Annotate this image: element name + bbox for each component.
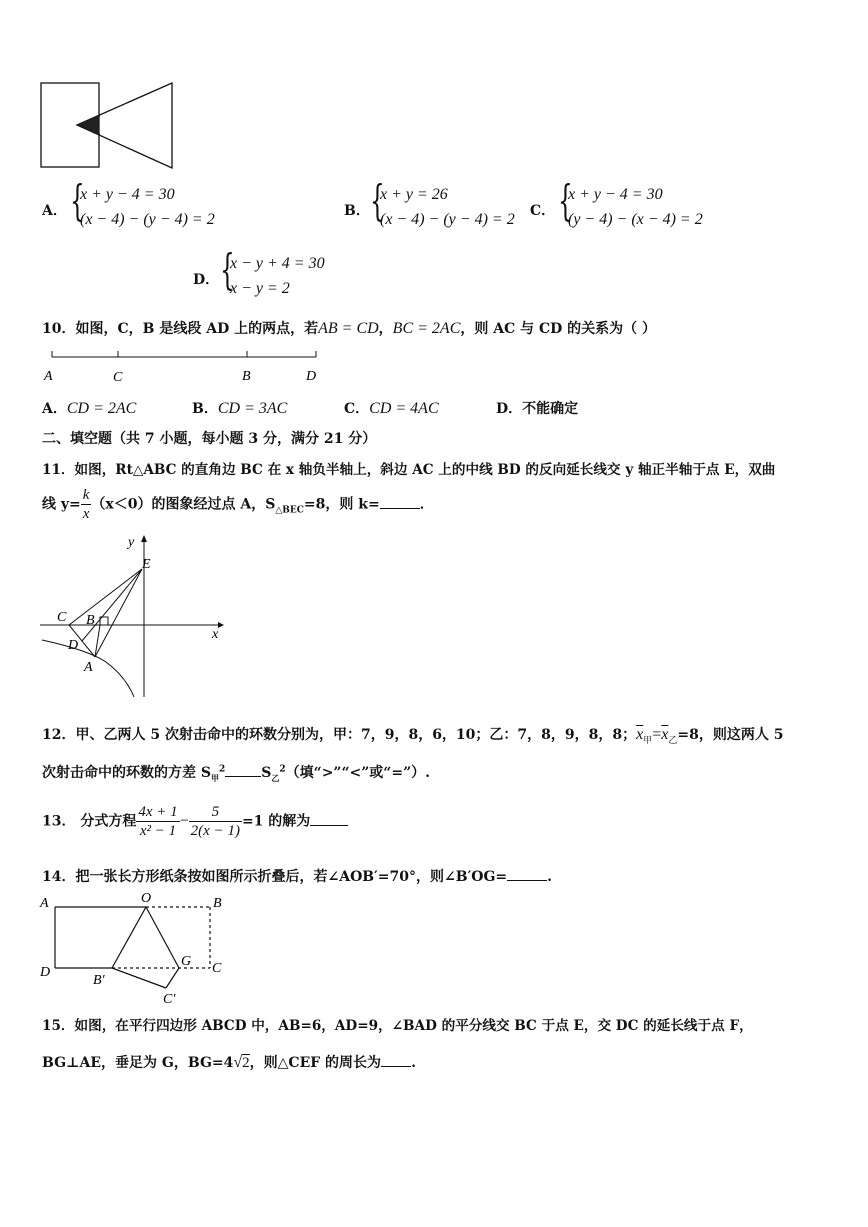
q11-label-d: D (68, 638, 79, 653)
q11-sub: △BEC (275, 505, 304, 516)
q11-frac-num: k (82, 487, 90, 503)
q11-line-ae (95, 569, 142, 657)
q10-option-d-expr: 不能确定 (522, 401, 579, 417)
q13-answer-blank[interactable] (310, 811, 348, 826)
q12-xbar-2: $\overline{x}$ (661, 726, 669, 743)
q14-label-a: A (40, 896, 49, 911)
q10-option-c (344, 398, 439, 418)
q9-option-c-system (568, 182, 703, 232)
q9-option-a-system (80, 182, 215, 232)
q10-option-a-label: A． (42, 401, 67, 417)
q10-option-d (496, 398, 578, 418)
q13-pre: 13． 分式方程 (42, 813, 137, 830)
q9-option-d-eq2: x − y = 2 (230, 280, 290, 297)
q15-line2-post: ，则△CEF 的周长为 (249, 1055, 382, 1071)
q10-cond2: BC = 2AC (392, 320, 461, 337)
q12-line1-end: =8，则这两人 5 (677, 727, 784, 743)
q9-option-d-eq1: x − y + 4 = 30 (230, 255, 325, 272)
q10-point-a: A (44, 369, 53, 384)
q10-sep: ， (378, 321, 393, 337)
q9-option-c-brace: { (558, 176, 573, 225)
q9-option-b-system (380, 182, 515, 232)
q13-line (42, 803, 348, 840)
q11-label-x: x (212, 627, 219, 642)
q11-end: ． (419, 496, 434, 513)
q12-s2-sub: 乙 (271, 772, 280, 783)
q10-option-c-label: C． (344, 401, 370, 417)
q11-label-c: C (57, 610, 67, 625)
q9-shaded-angle (77, 115, 100, 135)
q11-frac-den: x (82, 506, 90, 522)
q14-fold-b2c2 (112, 968, 166, 988)
q9-option-b-eq1: x + y = 26 (380, 186, 448, 203)
q9-option-b-brace: { (370, 176, 385, 225)
q14-label-c: C (212, 961, 222, 976)
q12-s1-sub: 甲 (210, 772, 219, 783)
q11-fraction (81, 486, 92, 523)
q10-option-c-expr: CD = 4AC (369, 400, 439, 417)
q14-fold-gc2 (166, 968, 179, 988)
q12-answer-blank[interactable] (225, 762, 261, 777)
q10-segment-figure (40, 345, 330, 387)
q14-label-b: B (213, 896, 222, 911)
q9-option-c-eq2: (y − 4) − (x − 4) = 2 (568, 211, 703, 228)
q15-end: . (411, 1055, 416, 1071)
q10-point-b: B (242, 369, 251, 384)
q11-label-b: B (86, 613, 95, 628)
q9-option-a-eq1: x + y − 4 = 30 (80, 186, 175, 203)
q10-option-d-label: D． (496, 401, 523, 417)
section-2-heading: 二、填空题（共 7 小题，每小题 3 分，满分 21 分） (42, 431, 377, 447)
q14-pre: 14．把一张长方形纸条按如图所示折叠后，若∠AOB′=70°，则∠B′OG= (42, 869, 508, 885)
q10-point-d: D (306, 369, 317, 384)
q14-fold-ob2 (112, 907, 146, 968)
q11-line1: 11．如图，Rt△ABC 的直角边 BC 在 x 轴负半轴上，斜边 AC 上的中线 BD 的反向延长线交 y 轴正半轴于点 E，双曲 (42, 462, 776, 478)
q9-option-a-brace: { (70, 176, 85, 225)
q15-line1: 15．如图，在平行四边形 ABCD 中，AB=6，AD=9，∠BAD 的平分线交 BC 于点 E，交 DC 的延长线于点 F， (42, 1018, 753, 1034)
q9-option-d-label: D． (193, 272, 220, 288)
q11-line-de (82, 569, 142, 641)
q12-s1-sq: 2 (218, 764, 226, 775)
q11-y-arrow (141, 535, 147, 542)
q11-answer-blank[interactable] (380, 494, 420, 509)
q9-option-b-eq2: (x − 4) − (y − 4) = 2 (380, 211, 515, 228)
q13-post: =1 的解为 (241, 813, 311, 830)
q10-option-b (192, 398, 287, 418)
q14-answer-blank[interactable] (507, 866, 547, 881)
q15-sqrt-value: 2 (242, 1055, 250, 1071)
q12-xbar-1: $\overline{x}$ (636, 726, 644, 743)
q11-label-a: A (84, 660, 93, 675)
q11-line2-pre: 线 y= (42, 496, 81, 513)
q11-line2-post: =8，则 k= (303, 496, 380, 513)
q9-option-a-eq2: (x − 4) − (y − 4) = 2 (80, 211, 215, 228)
q10-stem-b: ，则 AC 与 CD 的关系为（ ） (460, 321, 657, 337)
q10-option-b-expr: CD = 3AC (217, 400, 288, 417)
q12-line2-post: （填“>”“<”或“=”）. (285, 765, 431, 781)
q11-x-arrow (218, 622, 224, 628)
q15-line2 (42, 1052, 416, 1072)
q10-point-c: C (113, 370, 123, 385)
q9-option-d-system (230, 251, 325, 301)
q14-label-b-prime: B′ (93, 973, 105, 988)
q14-label-c-prime: C′ (163, 992, 176, 1007)
q10-option-b-label: B． (192, 401, 218, 417)
q15-sqrt-sign: √ (233, 1054, 243, 1071)
q14-figure (38, 888, 238, 1010)
q9-option-c-label: C． (530, 203, 556, 219)
q12-line2-pre: 次射击命中的环数的方差 S (42, 765, 211, 781)
q10-option-a-expr: CD = 2AC (66, 400, 137, 417)
q9-option-d-brace: { (220, 245, 235, 294)
q9-option-b-label: B． (344, 203, 370, 219)
q11-line2 (42, 486, 434, 523)
q12-s2-sq: 2 (279, 764, 286, 775)
q12-sub-1: 甲 (643, 735, 653, 746)
q10-stem-a: 10．如图，C，B 是线段 AD 上的两点，若 (42, 321, 319, 337)
q13-f1-den: x² − 1 (139, 823, 177, 839)
q9-option-a-label: A． (42, 203, 67, 219)
q13-f2-num: 5 (189, 803, 242, 822)
q11-figure (38, 532, 228, 700)
q12-sub-2: 乙 (668, 735, 678, 746)
q13-f2-den: 2(x − 1) (190, 823, 240, 839)
q14-end: . (547, 869, 553, 885)
q11-line2-mid: （x＜0）的图象经过点 A，S (91, 496, 276, 513)
q11-label-y: y (128, 535, 135, 550)
q12-line2 (42, 762, 430, 784)
q13-minus: − (179, 812, 189, 830)
q12-line1-text: 12．甲、乙两人 5 次射击命中的环数分别为，甲：7，9，8，6，10；乙：7，8，9，8，8； (42, 727, 637, 743)
q13-f1-num: 4x + 1 (138, 804, 178, 820)
q13-fraction-2 (189, 803, 242, 840)
q14-label-o: O (141, 891, 152, 906)
q12-eq: = (652, 726, 662, 743)
q15-answer-blank[interactable] (381, 1052, 411, 1067)
q13-fraction-1 (136, 803, 179, 840)
q15-line2-pre: BG⊥AE，垂足为 G，BG=4 (42, 1055, 234, 1071)
q12-s2: S (261, 765, 272, 781)
q14-line (42, 866, 552, 886)
q14-label-d: D (40, 965, 51, 980)
q12-line1 (42, 724, 784, 746)
q10-stem (42, 318, 656, 338)
q11-label-e: E (142, 557, 151, 572)
q14-label-g: G (181, 954, 192, 969)
q10-option-a (42, 398, 136, 418)
q9-option-c-eq1: x + y − 4 = 30 (568, 186, 663, 203)
q9-figure (38, 80, 178, 172)
q10-cond1: AB = CD (318, 320, 379, 337)
q14-fold-og (146, 907, 179, 968)
